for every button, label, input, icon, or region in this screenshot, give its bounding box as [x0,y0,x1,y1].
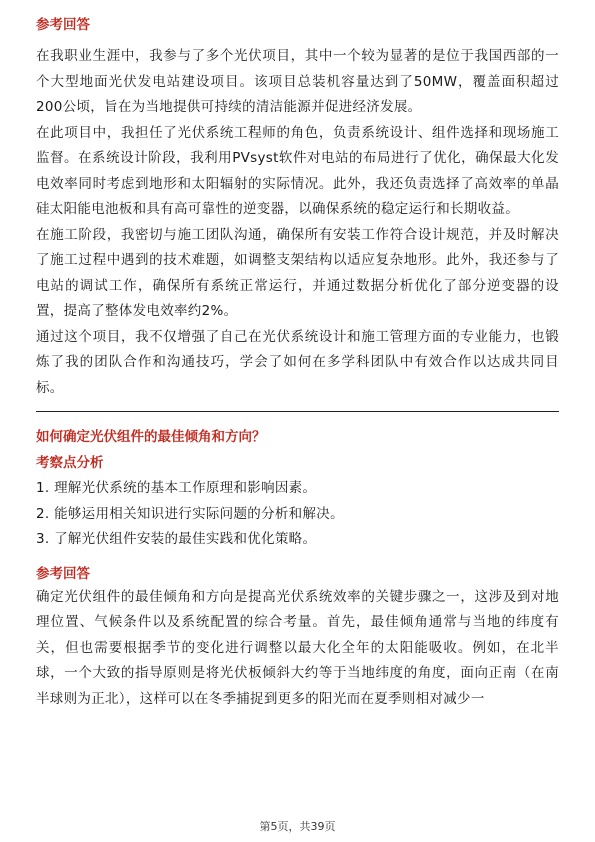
answer-paragraph: 在施工阶段，我密切与施工团队沟通，确保所有安装工作符合设计规范，并及时解决了施工过程中遇到的技术难题，如调整支架结构以适应复杂地形。此外，我还参与了电站的调试工作，确保所有系统正常运行，并通过数据分析优化了部分逆变器的设置，提高了整体发电效率约2%。 [36,226,559,319]
list-item: 1. 理解光伏系统的基本工作原理和影响因素。 [36,480,317,496]
question-title: 如何确定光伏组件的最佳倾角和方向？ [36,429,266,445]
analysis-heading: 考察点分析 [36,455,104,471]
answer-paragraph: 通过这个项目，我不仅增强了自己在光伏系统设计和施工管理方面的专业能力，也锻炼了我的团队合作和沟通技巧，学会了如何在多学科团队中有效合作以达成共同目标。 [36,328,559,396]
answer-paragraph: 在我职业生涯中，我参与了多个光伏项目，其中一个较为显著的是位于我国西部的一个大型地面光伏发电站建设项目。该项目总装机容量达到了50MW，覆盖面积超过200公顷，旨在为当地提供可持续的清洁能源并促进经济发展。 [36,48,559,115]
page-number: 第5页，共39页 [259,820,336,833]
answer-paragraph: 在此项目中，我担任了光伏系统工程师的角色，负责系统设计、组件选择和现场施工监督。在系统设计阶段，我利用PVsyst软件对电站的布局进行了优化，确保最大化发电效率同时考虑到地形和太阳辐射的实际情况。此外，我还负责选择了高效率的单晶硅太阳能电池板和具有高可靠性的逆变器，以确保系统的稳定运行和长期收益。 [36,124,559,217]
answer-heading: 参考回答 [36,17,90,33]
answer-heading: 参考回答 [36,565,90,582]
answer-paragraph: 确定光伏组件的最佳倾角和方向是提高光伏系统效率的关键步骤之一，这涉及到对地理位置、气候条件以及系统配置的综合考量。首先，最佳倾角通常与当地的纬度有关，但也需要根据季节的变化进行调整以最大化全年的太阳能吸收。例如，在北半球，一个大致的指导原则是将光伏板倾斜大约等于当地纬度的角度，面向正南（在南半球则为正北），这样可以在冬季捕捉到更多的阳光而在夏季则相对减少一 [36,588,559,707]
section-divider [36,411,559,412]
answer-body [36,44,559,401]
document-page [36,14,559,712]
list-item: 3. 了解光伏组件安装的最佳实践和优化策略。 [36,531,317,547]
list-item: 2. 能够运用相关知识进行实际问题的分析和解决。 [36,505,344,522]
analysis-list [36,476,559,553]
